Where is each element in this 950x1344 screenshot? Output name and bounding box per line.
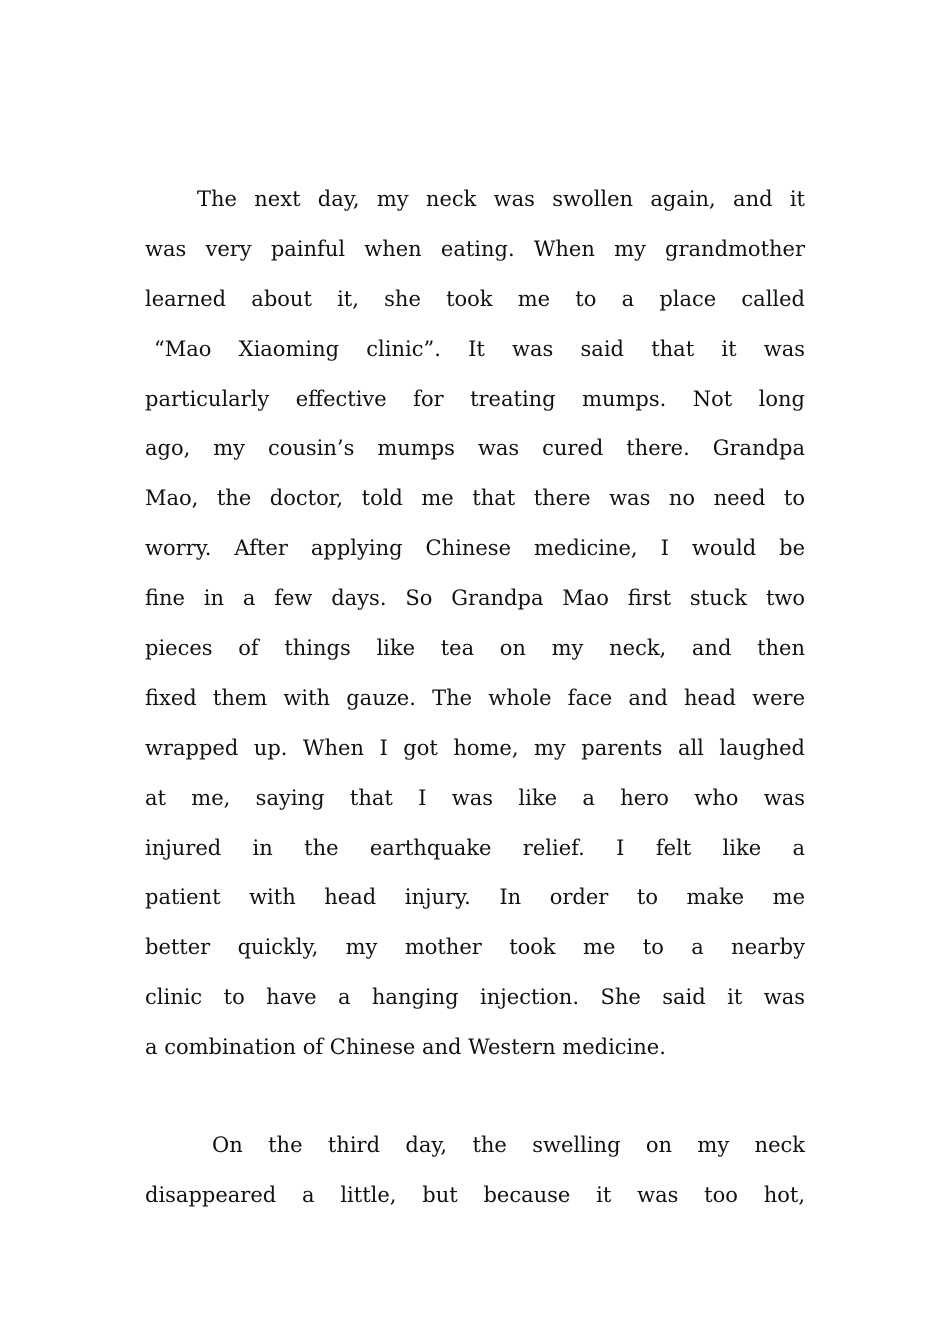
text-line: disappeared a little, but because it was too hot, [145,1182,805,1207]
text-line: at me, saying that I was like a hero who was [145,785,805,810]
text-line: particularly effective for treating mumps. Not long [145,386,805,411]
text-line: better quickly, my mother took me to a nearby [145,935,805,960]
text-line: Mao, the doctor, told me that there was no need to [145,486,805,511]
text-line: “Mao Xiaoming clinic”. It was said that it was [154,336,805,361]
paragraph-1 [145,175,805,1073]
text-line: On the third day, the swelling on my neck [212,1133,805,1157]
text-line: worry. After applying Chinese medicine, I would be [145,536,805,561]
text-line: patient with head injury. In order to make me [145,885,805,910]
text-line: learned about it, she took me to a place called [145,286,805,311]
paragraph-2 [145,1121,805,1221]
text-line: pieces of things like tea on my neck, and then [145,636,805,661]
text-line: ago, my cousin’s mumps was cured there. Grandpa [145,436,805,461]
text-line: fixed them with gauze. The whole face and head were [145,685,805,710]
text-line: was very painful when eating. When my grandmother [145,236,805,261]
text-line: wrapped up. When I got home, my parents all laughed [145,735,805,760]
text-line: clinic to have a hanging injection. She said it was [145,985,805,1010]
text-line: The next day, my neck was swollen again, and it [197,187,805,211]
text-line: a combination of Chinese and Western medicine. [145,1035,666,1060]
text-line: injured in the earthquake relief. I felt like a [145,835,805,860]
text-line: fine in a few days. So Grandpa Mao first stuck two [145,586,805,611]
